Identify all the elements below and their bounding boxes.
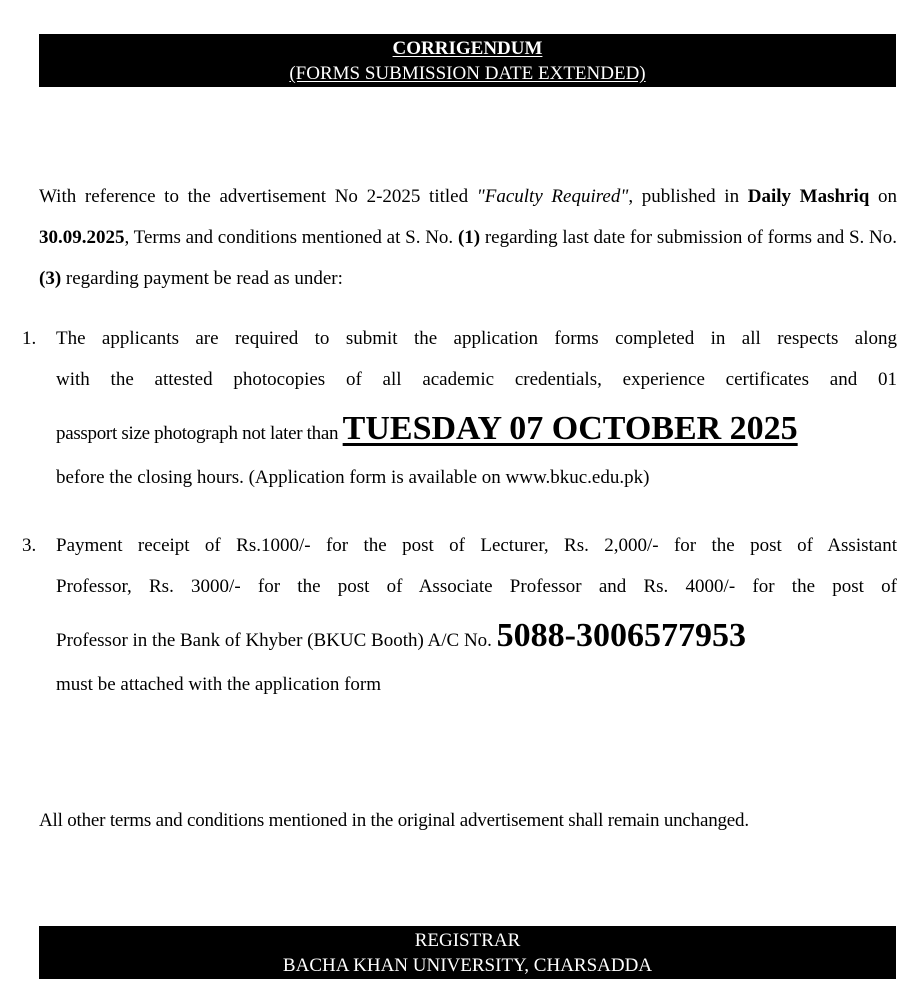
serial-ref-1: (1) xyxy=(457,227,481,248)
item-line: Payment receipt of Rs.1000/- for the post of Lecturer, Rs. 2,000/- for the post of Assistant xyxy=(56,535,897,556)
intro-text: , Terms and conditions mentioned at S. No. xyxy=(124,227,458,248)
intro-text: on xyxy=(869,186,897,207)
item-number: 3. xyxy=(22,535,37,556)
header-banner xyxy=(39,34,896,87)
item-line: before the closing hours. (Application form is available on www.bkuc.edu.pk) xyxy=(56,467,650,488)
item-line: The applicants are required to submit the application forms completed in all respects along xyxy=(56,328,897,349)
closing-statement: All other terms and conditions mentioned in the original advertisement shall remain unchanged. xyxy=(39,810,749,831)
document-subtitle: (FORMS SUBMISSION DATE EXTENDED) xyxy=(289,63,646,84)
signatory: REGISTRAR xyxy=(414,930,521,951)
intro-text: regarding last date for submission of forms and S. No. xyxy=(480,227,897,248)
newspaper-name: Daily Mashriq xyxy=(747,186,870,207)
ad-title: "Faculty Required" xyxy=(476,186,629,207)
institution-name: BACHA KHAN UNIVERSITY, CHARSADDA xyxy=(282,955,653,976)
item-line xyxy=(56,607,897,664)
intro-text: , published in xyxy=(628,186,748,207)
item-line: must be attached with the application form xyxy=(56,674,382,695)
deadline-date: TUESDAY 07 OCTOBER 2025 xyxy=(342,410,798,447)
intro-paragraph xyxy=(39,176,897,299)
item-line: with the attested photocopies of all academic credentials, experience certificates and 01 xyxy=(56,369,897,390)
footer-banner xyxy=(39,926,896,979)
item-text: Professor in the Bank of Khyber (BKUC Booth) A/C No. xyxy=(56,630,497,651)
serial-ref-3: (3) xyxy=(39,268,62,289)
item-text: passport size photograph not later than xyxy=(56,423,343,444)
publish-date: 30.09.2025 xyxy=(39,227,125,248)
item-line: Professor, Rs. 3000/- for the post of Associate Professor and Rs. 4000/- for the post of xyxy=(56,576,897,597)
intro-text: With reference to the advertisement No 2-2025 titled xyxy=(39,186,477,207)
intro-text: regarding payment be read as under: xyxy=(61,268,343,289)
account-number: 5088-3006577953 xyxy=(496,617,746,654)
document-title: CORRIGENDUM xyxy=(392,38,543,59)
item-line xyxy=(56,400,897,457)
item-number: 1. xyxy=(22,328,37,349)
